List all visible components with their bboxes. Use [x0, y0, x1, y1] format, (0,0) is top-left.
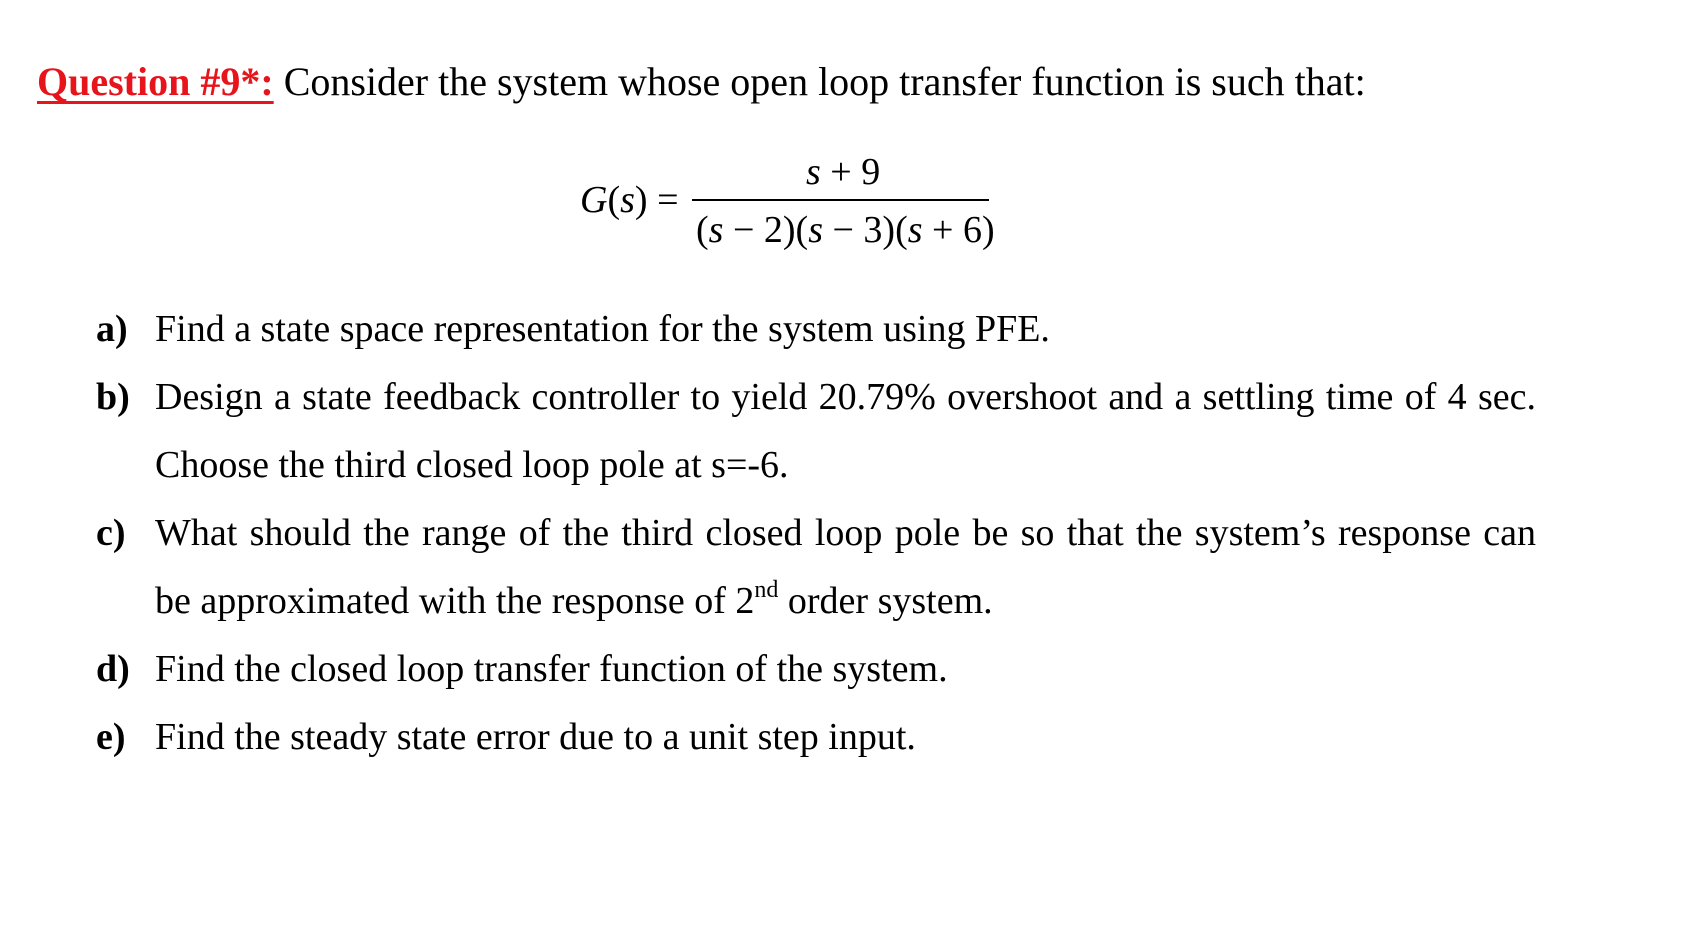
- list-item: [96, 635, 1536, 703]
- item-marker: b): [96, 376, 130, 418]
- equation-lhs: [580, 178, 679, 222]
- item-text: Design a state feedback controller to yield 20.79% overshoot and a settling time of 4 sec. Choose the third closed loop pole at s=-6.: [155, 376, 1536, 486]
- item-text-after: order system.: [778, 580, 993, 622]
- denominator-rest-2: − 3)(: [823, 209, 908, 251]
- item-text-with-superscript: [155, 499, 1536, 635]
- item-text: Find a state space representation for the system using PFE.: [155, 308, 1050, 350]
- denominator-var-2: s: [808, 209, 823, 251]
- item-marker: a): [96, 308, 128, 350]
- denominator-var-3: s: [907, 209, 923, 251]
- equation-equals: =: [657, 179, 679, 221]
- denominator-open: (: [696, 209, 709, 251]
- item-marker: e): [96, 716, 126, 758]
- equation-numerator: [806, 150, 880, 194]
- item-text: Find the steady state error due to a unit step input.: [155, 716, 916, 758]
- transfer-function-equation: [580, 150, 1000, 260]
- list-item: [96, 363, 1536, 499]
- question-header: [37, 57, 1366, 107]
- equation-lhs-var: s: [620, 179, 635, 221]
- question-parts-list: [96, 295, 1536, 771]
- equation-function-name: G: [580, 179, 608, 221]
- list-item: [96, 499, 1536, 635]
- question-intro: Consider the system whose open loop transfer function is such that:: [283, 59, 1366, 104]
- numerator-var: s: [806, 151, 821, 193]
- item-marker: d): [96, 648, 130, 690]
- item-marker: c): [96, 512, 126, 554]
- list-item: [96, 295, 1536, 363]
- denominator-rest-3: + 6): [922, 209, 995, 251]
- equation-denominator: [696, 208, 995, 252]
- equation-lhs-open: (: [607, 179, 621, 221]
- denominator-var-1: s: [708, 209, 724, 251]
- equation-lhs-close: ): [634, 179, 648, 221]
- superscript: nd: [754, 577, 779, 603]
- list-item: [96, 703, 1536, 771]
- item-text: Find the closed loop transfer function of the system.: [155, 648, 948, 690]
- fraction-bar: [692, 199, 989, 201]
- item-text-before: What should the range of the third closed loop pole be so that the system’s response can be approximated with the response of 2: [155, 512, 1536, 622]
- denominator-rest-1: − 2)(: [723, 209, 809, 251]
- numerator-rest: + 9: [820, 151, 881, 193]
- question-label: Question #9*:: [37, 59, 274, 104]
